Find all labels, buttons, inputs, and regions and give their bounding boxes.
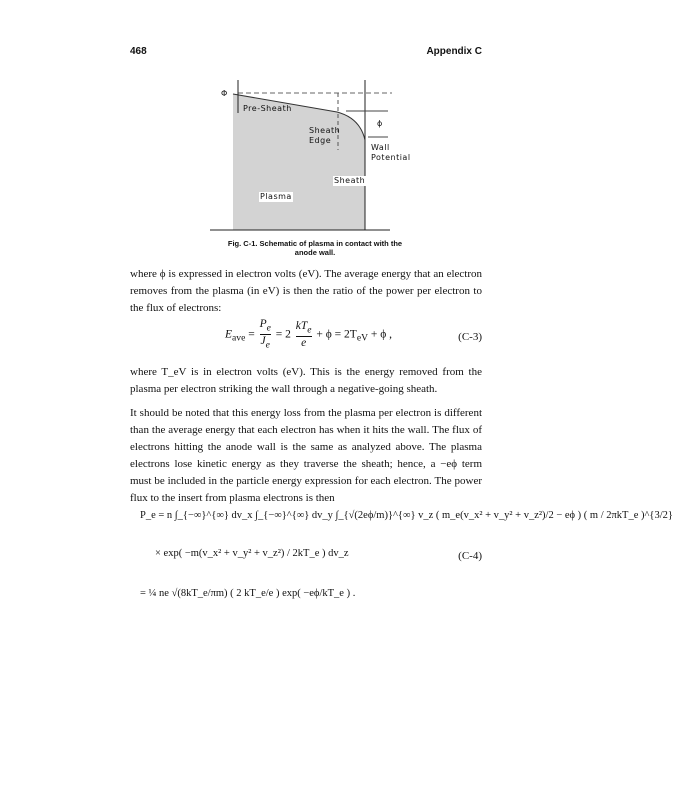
paragraph-3: It should be noted that this energy loss from the plasma per electron is different than the average energy that each electron has when it hits the wall. The flux of electrons hitting the anode wall is the same as analyzed above. The plasma electrons lose kinetic energy as they traverse the sheath; hence, a −eϕ term must be included in the particle energy expression for each electron. The power flux to the insert from plasma electrons is then xyxy=(130,407,482,504)
equation-number-c4: (C-4) xyxy=(458,550,482,562)
sheath-label: Sheath xyxy=(334,176,366,185)
potential-label: Potential xyxy=(371,153,411,162)
page-number: 468 xyxy=(130,46,147,57)
plasma-label: Plasma xyxy=(260,192,292,201)
sheath-edge-label-2: Edge xyxy=(309,136,332,145)
equation-c4-line-2: × exp( −m(v_x² + v_y² + v_z²) / 2kT_e ) dv_z xyxy=(155,548,349,559)
paragraph-2: where T_eV is in electron volts (eV). This is the energy removed from the plasma per electron striking the wall through a negative-going sheath. xyxy=(130,366,482,395)
sheath-edge-label-1: Sheath xyxy=(309,126,341,135)
equation-c3: $E_{ave}$ = $\frac{P_e}{J_e}$ = 2 $\frac{kT_e}{e}$ + $\phi = 2T_{eV} + \phi$ , xyxy=(225,318,393,351)
wall-label: Wall xyxy=(371,143,390,152)
pre-sheath-label: Pre-Sheath xyxy=(243,104,292,113)
paragraph-1: where ϕ is expressed in electron volts (eV). The average energy that an electron removes from the plasma (in eV) is then the ratio of the power per electron to the flux of electrons: xyxy=(130,268,482,314)
small-phi-label: ϕ xyxy=(377,119,383,128)
running-header: Appendix C xyxy=(426,46,482,57)
equation-number-c3: (C-3) xyxy=(458,331,482,343)
plasma-sheath-figure xyxy=(0,0,612,260)
figure-caption: Fig. C-1. Schematic of plasma in contact with the anode wall. xyxy=(227,239,403,257)
phi-label: Φ xyxy=(221,89,228,98)
equation-c4-line-3: = ¼ ne √(8kT_e/πm) ( 2 kT_e/e ) exp( −eϕ/kT_e ) . xyxy=(140,588,356,599)
equation-c4-line-1: P_e = n ∫_{−∞}^{∞} dv_x ∫_{−∞}^{∞} dv_y ∫_{√(2eϕ/m)}^{∞} v_z ( m_e(v_x² + v_y² + v_z²)/2 − eϕ ) ( m / 2πkT_e )^{3/2} xyxy=(140,510,673,521)
